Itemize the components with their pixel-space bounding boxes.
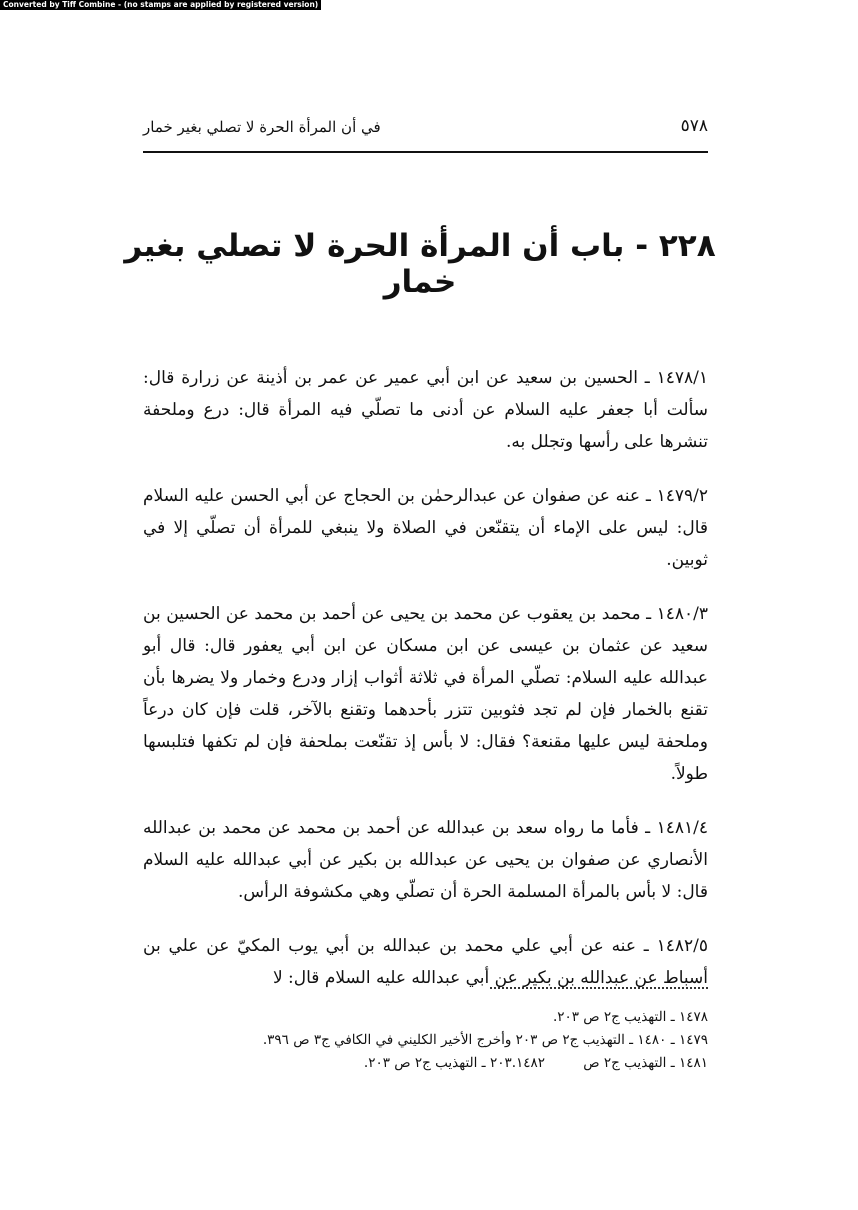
hadith-list (143, 362, 708, 1016)
footnotes (143, 1006, 708, 1075)
hadith-text: ـ عنه عن صفوان عن عبدالرحمٰن بن الحجاج عن أبي الحسن عليه السلام قال: ليس على الإماء أن يتقنّعن في الصلاة ولا ينبغي للمرأة أن تصلّي إلا في ثوبين. (143, 486, 708, 570)
footnote: ١٤٨٢ ـ التهذيب ج٢ ص ٢٠٣. (363, 1055, 545, 1071)
chapter-title: ٢٢٨ - باب أن المرأة الحرة لا تصلي بغير خمار (124, 228, 716, 300)
hadith-number: ١٤٨٠/٣ (656, 604, 708, 624)
hadith-number: ١٤٧٨/١ (656, 368, 708, 388)
page-number: ٥٧٨ (680, 116, 708, 136)
hadith-paragraph (143, 362, 708, 458)
hadith-number: ١٤٧٩/٢ (656, 486, 708, 506)
footnote: ١٤٧٨ ـ التهذيب ج٢ ص ٢٠٣. (552, 1009, 708, 1025)
hadith-text: ـ عنه عن أبي علي محمد بن عبدالله بن أبي يوب المكيّ عن علي بن أسباط عن عبدالله بن بكير عن أبي عبدالله عليه السلام قال: لا (143, 936, 708, 988)
footnote-line (143, 1006, 708, 1029)
converter-banner: Converted by Tiff Combine - (no stamps are applied by registered version) (0, 0, 321, 10)
footnote-line (143, 1029, 708, 1052)
page-header (143, 112, 708, 142)
hadith-paragraph (143, 930, 708, 994)
hadith-number: ١٤٨٢/٥ (656, 936, 708, 956)
footnote: ١٤٨١ ـ التهذيب ج٢ ص ٢٠٣. (489, 1055, 708, 1071)
hadith-text: ـ فأما ما رواه سعد بن عبدالله عن أحمد بن محمد عن محمد بن عبدالله الأنصاري عن صفوان بن يحيى عن عبدالله بن بكير عن أبي عبدالله عليه السلام قال: لا بأس بالمرأة المسلمة الحرة أن تصلّي وهي مكشوفة الرأس. (143, 818, 708, 902)
header-rule (143, 151, 708, 153)
hadith-text: ـ الحسين بن سعيد عن ابن أبي عمير عن عمر بن أذينة عن زرارة قال: سألت أبا جعفر عليه السلام عن أدنى ما تصلّي فيه المرأة قال: درع وملحفة تنشرها على رأسها وتجلل به. (143, 368, 708, 452)
footnote: ١٤٧٩ ـ ١٤٨٠ ـ التهذيب ج٢ ص ٢٠٣ وأخرج الأخير الكليني في الكافي ج٣ ص ٣٩٦. (262, 1032, 708, 1048)
hadith-paragraph (143, 480, 708, 576)
hadith-paragraph (143, 598, 708, 790)
running-title: في أن المرأة الحرة لا تصلي بغير خمار (143, 118, 381, 136)
footnote-separator (490, 987, 708, 991)
hadith-number: ١٤٨١/٤ (656, 818, 708, 838)
hadith-paragraph (143, 812, 708, 908)
hadith-text: ـ محمد بن يعقوب عن محمد بن يحيى عن أحمد بن محمد عن الحسين بن سعيد عن عثمان بن عيسى عن ابن مسكان عن ابن أبي يعفور قال: قال أبو عبدالله عليه السلام: تصلّي المرأة في ثلاثة أثواب إزار ودرع وخمار ولا يضرها بأن تقنع بالخمار فإن لم تجد فثوبين تتزر بأحدهما وتقنع بالآخر، قلت فإن كان درعاً وملحفة ليس عليها مقنعة؟ فقال: لا بأس إذ تقنّعت بملحفة فإن لم تكفها فتلبسها طولاً. (143, 604, 708, 784)
footnote-line (143, 1052, 708, 1075)
